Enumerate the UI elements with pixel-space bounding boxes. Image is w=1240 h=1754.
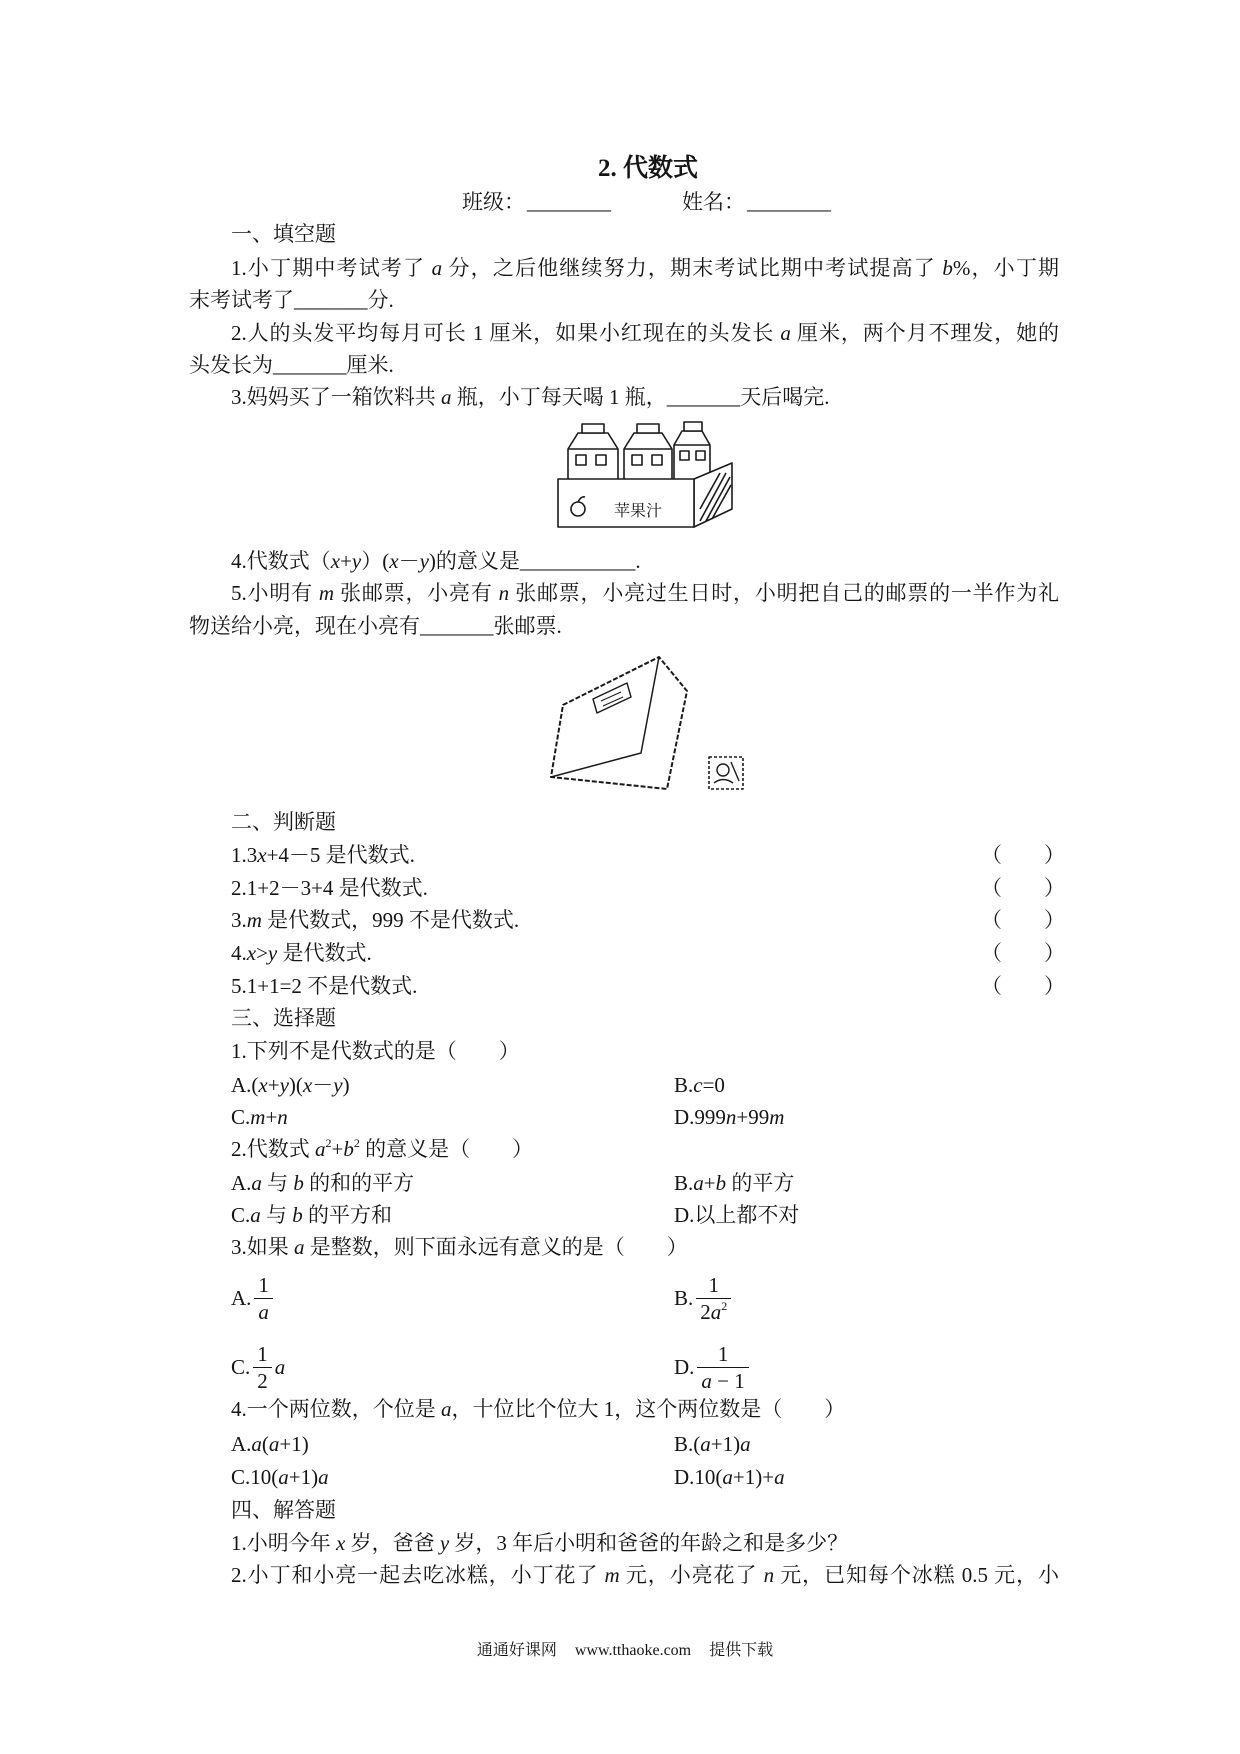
text-run: 与 bbox=[260, 1203, 293, 1227]
math-variable: a bbox=[780, 321, 791, 345]
stamp-illustration bbox=[547, 651, 749, 795]
judge-answer-paren-2: （ ） bbox=[981, 876, 1065, 900]
text-run: 2.人的头发平均每月可长 1 厘米，如果小红现在的头发长 bbox=[231, 321, 781, 345]
text-run: 的意义是（ ） bbox=[359, 1137, 534, 1161]
text-run: > bbox=[256, 941, 268, 965]
judge-item-3 bbox=[231, 904, 519, 937]
fill-in-q1-line1 bbox=[231, 252, 1059, 285]
math-variable: x bbox=[336, 1531, 346, 1555]
text-run: +1) bbox=[279, 1432, 309, 1456]
text-run: － bbox=[312, 1073, 334, 1097]
choice-q1-option-c bbox=[231, 1101, 288, 1134]
fill-in-q4 bbox=[231, 545, 641, 578]
fraction-numerator bbox=[254, 1272, 273, 1299]
text-run: A. bbox=[231, 1432, 252, 1456]
text-run: 5.小明有 bbox=[231, 581, 319, 605]
text-run: 岁，3 年后小明和爸爸的年龄之和是多少？ bbox=[449, 1531, 849, 1555]
fraction bbox=[696, 1272, 731, 1325]
math-variable: y bbox=[267, 941, 278, 965]
text-run: 3.如果 bbox=[231, 1235, 294, 1259]
math-variable: a bbox=[250, 1203, 261, 1227]
math-variable: b bbox=[942, 256, 953, 280]
text-run: 4.一个两位数，个位是 bbox=[231, 1397, 441, 1421]
text-run: 1.3 bbox=[231, 843, 258, 867]
fraction-numerator bbox=[697, 1341, 748, 1368]
text-run: C. bbox=[231, 1105, 251, 1129]
math-variable: a bbox=[274, 1354, 286, 1379]
math-variable: y bbox=[419, 549, 429, 573]
text-run: 的平方 bbox=[726, 1171, 795, 1195]
text-run: 1.小丁期中考试考了 bbox=[231, 256, 432, 280]
text-run: A.( bbox=[231, 1073, 259, 1097]
text-run: 厘米，两个月不理发，她的 bbox=[790, 321, 1060, 345]
text-run: 元，小亮花了 bbox=[619, 1563, 764, 1587]
math-variable: n bbox=[498, 581, 510, 605]
math-variable: x bbox=[258, 1073, 268, 1097]
text-run: 是代数式，999 不是代数式. bbox=[261, 908, 520, 932]
name-blank: ________ bbox=[747, 190, 831, 214]
text-run: 3. bbox=[231, 908, 247, 932]
math-variable: a bbox=[700, 1432, 711, 1456]
fill-in-q5-line2: 物送给小亮，现在小亮有_______张邮票. bbox=[189, 614, 562, 638]
text-run: 是整数，则下面永远有意义的是（ ） bbox=[304, 1235, 688, 1259]
math-variable: y bbox=[351, 549, 362, 573]
juice-box-label: 苹果汁 bbox=[613, 503, 663, 520]
text-run: 元，已知每个冰糕 0.5 元，小 bbox=[774, 1563, 1060, 1587]
text-run: 的和的平方 bbox=[303, 1171, 415, 1195]
math-variable: x bbox=[257, 843, 267, 867]
superscript: 2 bbox=[721, 1298, 728, 1313]
judge-item-1 bbox=[231, 839, 415, 872]
section-heading-choice: 三、选择题 bbox=[231, 1006, 336, 1030]
text-run: C. bbox=[231, 1354, 251, 1379]
math-variable: a bbox=[251, 1432, 262, 1456]
footer-url: www.tthaoke.com bbox=[574, 1642, 692, 1659]
fill-in-q3 bbox=[231, 381, 830, 414]
judge-item-4 bbox=[231, 937, 372, 970]
math-variable: a bbox=[315, 1137, 326, 1161]
text-run: 1.小明今年 bbox=[231, 1531, 336, 1555]
math-variable: x bbox=[246, 941, 257, 965]
choice-q4-option-c bbox=[231, 1461, 329, 1494]
text-run: +1) bbox=[288, 1465, 319, 1489]
fraction-denominator bbox=[254, 1299, 273, 1325]
text-run: )的意义是___________. bbox=[428, 549, 641, 573]
class-blank: ________ bbox=[527, 190, 611, 214]
text-run: 4. bbox=[231, 941, 247, 965]
text-run: +1)+ bbox=[732, 1465, 775, 1489]
math-variable: y bbox=[439, 1531, 450, 1555]
fraction-numerator bbox=[696, 1272, 731, 1299]
superscript: 2 bbox=[325, 1136, 332, 1150]
text-run: ) bbox=[342, 1073, 350, 1097]
text-run: D. bbox=[674, 1354, 695, 1379]
text-run: D.999 bbox=[674, 1105, 726, 1129]
text-run: A. bbox=[231, 1171, 252, 1195]
math-variable: c bbox=[693, 1073, 703, 1097]
math-variable: a bbox=[431, 256, 443, 280]
class-label: 班级： bbox=[462, 190, 525, 214]
text-run: 分，之后他继续努力，期末考试比期中考试提高了 bbox=[442, 256, 943, 280]
fill-in-q2-line1 bbox=[231, 317, 1059, 350]
choice-q2-option-b bbox=[674, 1167, 794, 1200]
math-variable: a bbox=[701, 1368, 712, 1393]
choice-q4-option-d bbox=[674, 1461, 785, 1494]
text-run: 与 bbox=[261, 1171, 294, 1195]
math-variable: x bbox=[389, 549, 399, 573]
text-run: =0 bbox=[702, 1073, 725, 1097]
text-run: 是代数式. bbox=[277, 941, 372, 965]
math-variable: a bbox=[294, 1235, 305, 1259]
fraction bbox=[253, 1341, 272, 1394]
math-variable: a bbox=[441, 1397, 452, 1421]
math-variable: x bbox=[330, 549, 341, 573]
choice-q1-option-d bbox=[674, 1101, 784, 1134]
text-run: + bbox=[703, 1171, 716, 1195]
math-variable: b bbox=[293, 1171, 304, 1195]
math-variable: a bbox=[278, 1465, 289, 1489]
math-variable: a bbox=[693, 1171, 704, 1195]
math-variable: a bbox=[258, 1299, 269, 1324]
math-variable: a bbox=[441, 385, 452, 409]
math-variable: a bbox=[251, 1171, 262, 1195]
fraction-denominator bbox=[253, 1368, 272, 1394]
text-run: 2.小丁和小亮一起去吃冰糕，小丁花了 bbox=[231, 1563, 605, 1587]
text-run: ）( bbox=[361, 549, 390, 573]
math-variable: n bbox=[277, 1105, 288, 1129]
math-variable: a bbox=[268, 1432, 280, 1456]
fraction-numerator bbox=[253, 1341, 272, 1368]
section-heading-answer: 四、解答题 bbox=[231, 1498, 336, 1522]
text-run: 2 bbox=[700, 1299, 711, 1324]
text-run: 的平方和 bbox=[302, 1203, 393, 1227]
text-run: 4.代数式（ bbox=[231, 549, 331, 573]
page-title: 2. 代数式 bbox=[597, 155, 698, 182]
superscript: 2 bbox=[353, 1136, 360, 1150]
choice-q2-option-c bbox=[231, 1199, 392, 1232]
fraction-denominator bbox=[697, 1368, 748, 1394]
section-heading-fill-in: 一、填空题 bbox=[231, 222, 336, 246]
text-run: B. bbox=[674, 1285, 694, 1310]
math-variable: m bbox=[246, 908, 262, 932]
math-variable: a bbox=[740, 1432, 751, 1456]
math-variable: y bbox=[333, 1073, 343, 1097]
math-variable: b bbox=[292, 1203, 303, 1227]
page-footer bbox=[425, 1640, 825, 1662]
judge-answer-paren-5: （ ） bbox=[981, 974, 1065, 998]
juice-boxes-illustration bbox=[552, 419, 738, 535]
text-run: 2.代数式 bbox=[231, 1137, 315, 1161]
text-run: − 1 bbox=[711, 1368, 745, 1393]
math-variable: m bbox=[769, 1105, 785, 1129]
math-variable: b bbox=[343, 1137, 354, 1161]
math-variable: a bbox=[318, 1465, 329, 1489]
math-variable: m bbox=[604, 1563, 620, 1587]
math-variable: n bbox=[763, 1563, 775, 1587]
choice-q3-stem bbox=[231, 1231, 688, 1264]
answer-q1 bbox=[231, 1527, 848, 1560]
text-run: %，小丁期 bbox=[952, 256, 1059, 280]
answer-q2 bbox=[231, 1559, 1059, 1592]
choice-q2-option-a bbox=[231, 1167, 414, 1200]
choice-q3-option-b bbox=[674, 1268, 734, 1328]
choice-q1-option-b bbox=[674, 1069, 725, 1102]
fill-in-q1-line2: 末考试考了_______分. bbox=[189, 288, 394, 312]
choice-q2-stem bbox=[231, 1133, 533, 1166]
text-run: +1) bbox=[710, 1432, 741, 1456]
fill-in-q2-line2: 头发长为_______厘米. bbox=[189, 353, 394, 377]
math-variable: m bbox=[250, 1105, 266, 1129]
section-heading-judge: 二、判断题 bbox=[231, 810, 336, 834]
text-run: C. bbox=[231, 1203, 251, 1227]
text-run: － bbox=[398, 549, 420, 573]
fill-in-q5-line1 bbox=[231, 577, 1059, 610]
choice-q3-option-c bbox=[231, 1337, 285, 1397]
judge-answer-paren-3: （ ） bbox=[981, 908, 1065, 932]
choice-q3-option-a bbox=[231, 1268, 276, 1328]
text-run: 1 bbox=[257, 1341, 268, 1366]
text-run: 1 bbox=[717, 1341, 729, 1366]
judge-answer-paren-1: （ ） bbox=[981, 843, 1065, 867]
text-run: + bbox=[265, 1105, 278, 1129]
math-variable: a bbox=[722, 1465, 733, 1489]
text-run: D.10( bbox=[674, 1465, 723, 1489]
math-variable: n bbox=[725, 1105, 737, 1129]
text-run: 张邮票，小亮有 bbox=[334, 581, 499, 605]
text-run: )( bbox=[288, 1073, 303, 1097]
text-run: + bbox=[267, 1073, 280, 1097]
math-variable: y bbox=[279, 1073, 289, 1097]
footer-note: 提供下载 bbox=[709, 1642, 774, 1659]
text-run: +99 bbox=[736, 1105, 770, 1129]
text-run: 3.妈妈买了一箱饮料共 bbox=[231, 385, 441, 409]
choice-q4-stem bbox=[231, 1393, 845, 1426]
footer-site-name: 通通好课网 bbox=[476, 1642, 557, 1659]
text-run: 瓶，小丁每天喝 1 瓶，_______天后喝完. bbox=[451, 385, 830, 409]
choice-q1-option-a bbox=[231, 1069, 350, 1102]
choice-q2-option-d: D.以上都不对 bbox=[674, 1203, 800, 1227]
fraction bbox=[254, 1272, 273, 1325]
text-run: + bbox=[340, 549, 352, 573]
text-run: 2 bbox=[257, 1368, 268, 1393]
math-variable: m bbox=[318, 581, 335, 605]
text-run: ( bbox=[261, 1432, 269, 1456]
judge-item-5: 5.1+1=2 不是代数式. bbox=[231, 974, 418, 998]
text-run: B. bbox=[674, 1171, 694, 1195]
judge-item-2: 2.1+2－3+4 是代数式. bbox=[231, 876, 428, 900]
math-variable: b bbox=[715, 1171, 727, 1195]
text-run: +4－5 是代数式. bbox=[266, 843, 415, 867]
choice-q4-option-a bbox=[231, 1428, 309, 1461]
choice-q3-option-d bbox=[674, 1337, 752, 1397]
text-run: B. bbox=[674, 1073, 694, 1097]
text-run: 1 bbox=[258, 1272, 269, 1297]
fraction bbox=[697, 1341, 748, 1394]
math-variable: x bbox=[302, 1073, 313, 1097]
text-run: C.10( bbox=[231, 1465, 279, 1489]
name-label: 姓名： bbox=[682, 190, 745, 214]
math-variable: a bbox=[710, 1299, 722, 1324]
fraction-denominator bbox=[696, 1299, 731, 1325]
choice-q1-stem: 1.下列不是代数式的是（ ） bbox=[231, 1039, 520, 1063]
text-run: B.( bbox=[674, 1432, 701, 1456]
text-run: + bbox=[331, 1137, 344, 1161]
math-variable: a bbox=[774, 1465, 785, 1489]
text-run: 岁，爸爸 bbox=[345, 1531, 440, 1555]
text-run: 张邮票，小亮过生日时，小明把自己的邮票的一半作为礼 bbox=[509, 581, 1060, 605]
text-run: ，十位比个位大 1，这个两位数是（ ） bbox=[451, 1397, 846, 1421]
text-run: 1 bbox=[708, 1272, 720, 1297]
judge-answer-paren-4: （ ） bbox=[981, 941, 1065, 965]
choice-q4-option-b bbox=[674, 1428, 751, 1461]
text-run: A. bbox=[231, 1285, 252, 1310]
